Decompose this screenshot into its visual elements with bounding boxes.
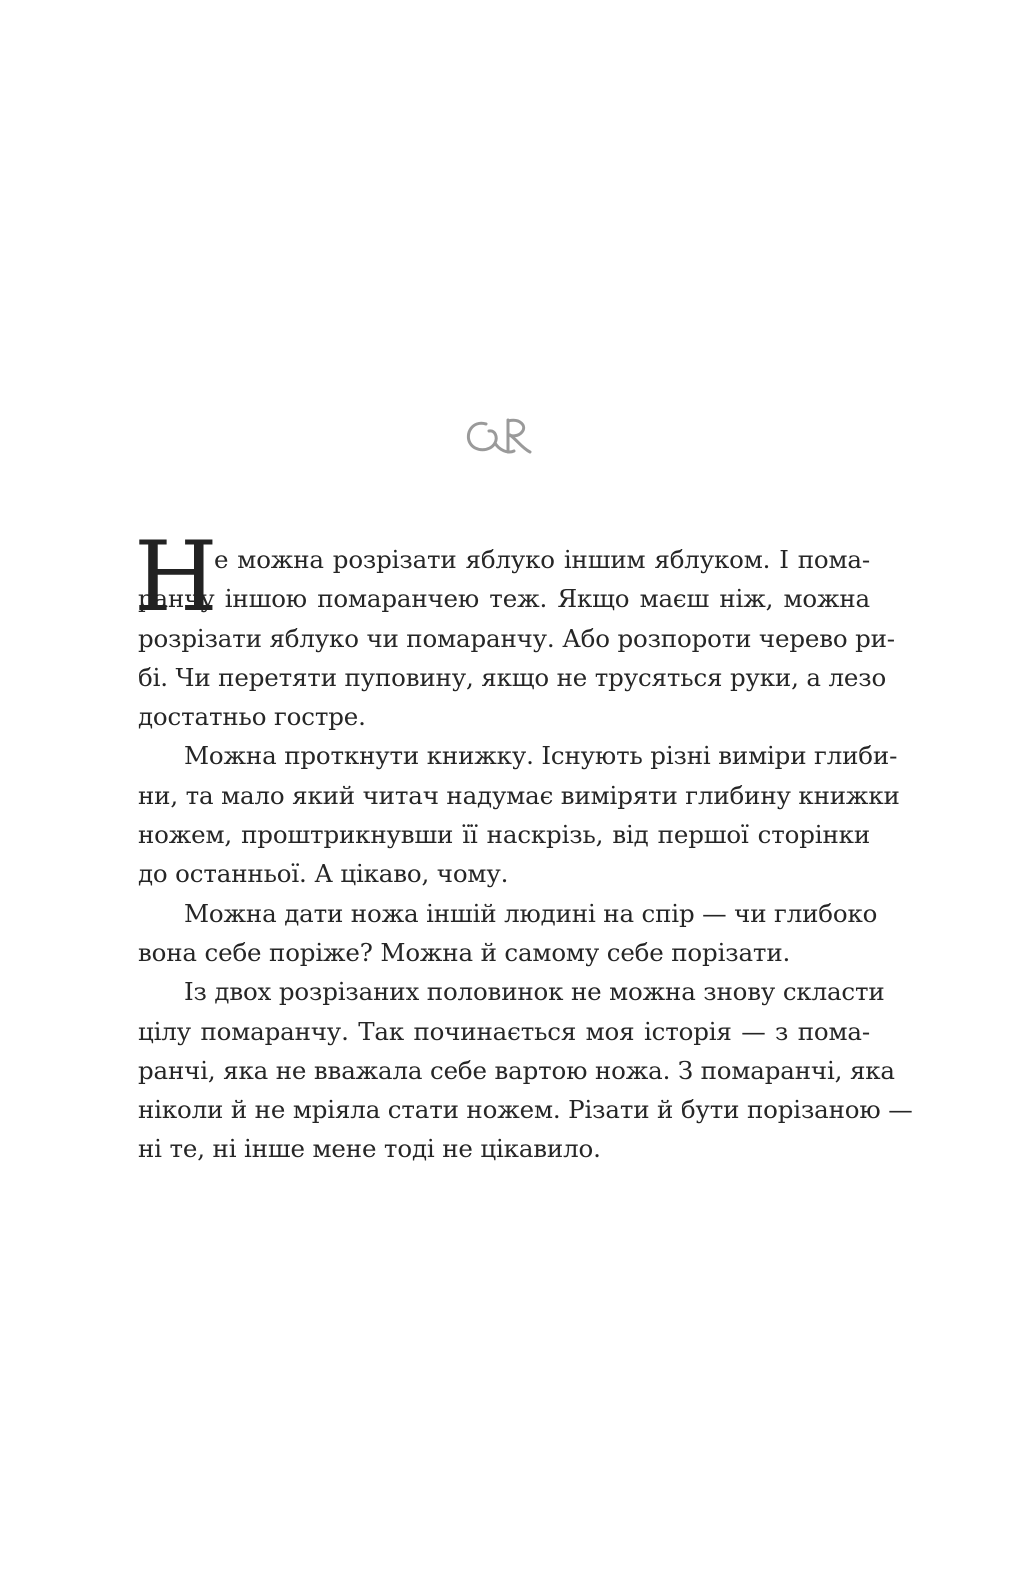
drop-cap: Н: [134, 521, 218, 633]
text-line: ні те, ні інше мене тоді не цікавило.: [138, 1134, 601, 1164]
text-line: бі. Чи перетяти пуповину, якщо не трусяться руки, а лезо: [138, 662, 887, 692]
text-line: Із двох розрізаних половинок не можна знову скласти: [184, 977, 885, 1007]
text-line: е можна розрізати яблуко іншим яблуком. І пома-: [214, 545, 870, 574]
text-line: ни, та мало який читач надумає виміряти глибину книжки: [138, 780, 900, 810]
text-line: ножем, проштрикнувши її наскрізь, від першої сторінки: [138, 820, 870, 850]
body-text: [134, 521, 913, 1169]
text-line: Можна проткнути книжку. Існують різні виміри глиби-: [184, 741, 898, 771]
text-line: до останньої. А цікаво, чому.: [138, 859, 509, 889]
text-line: ранчу іншою помаранчею теж. Якщо маєш ніж, можна: [138, 584, 870, 614]
text-line: ніколи й не мріяла стати ножем. Різати й бути порізаною —: [138, 1095, 913, 1125]
paragraph-lines: [138, 540, 913, 1169]
text-line: достатньо гостре.: [138, 702, 366, 732]
text-line: Можна дати ножа іншій людині на спір — чи глибоко: [184, 898, 878, 928]
fleuron-icon: [462, 410, 538, 462]
text-line: ранчі, яка не вважала себе вартою ножа. З помаранчі, яка: [138, 1055, 895, 1085]
text-line: цілу помаранчу. Так починається моя історія — з пома-: [138, 1016, 870, 1046]
text-line: вона себе поріже? Можна й самому себе порізати.: [138, 937, 791, 967]
text-line: розрізати яблуко чи помаранчу. Або розпороти черево ри-: [138, 623, 895, 653]
